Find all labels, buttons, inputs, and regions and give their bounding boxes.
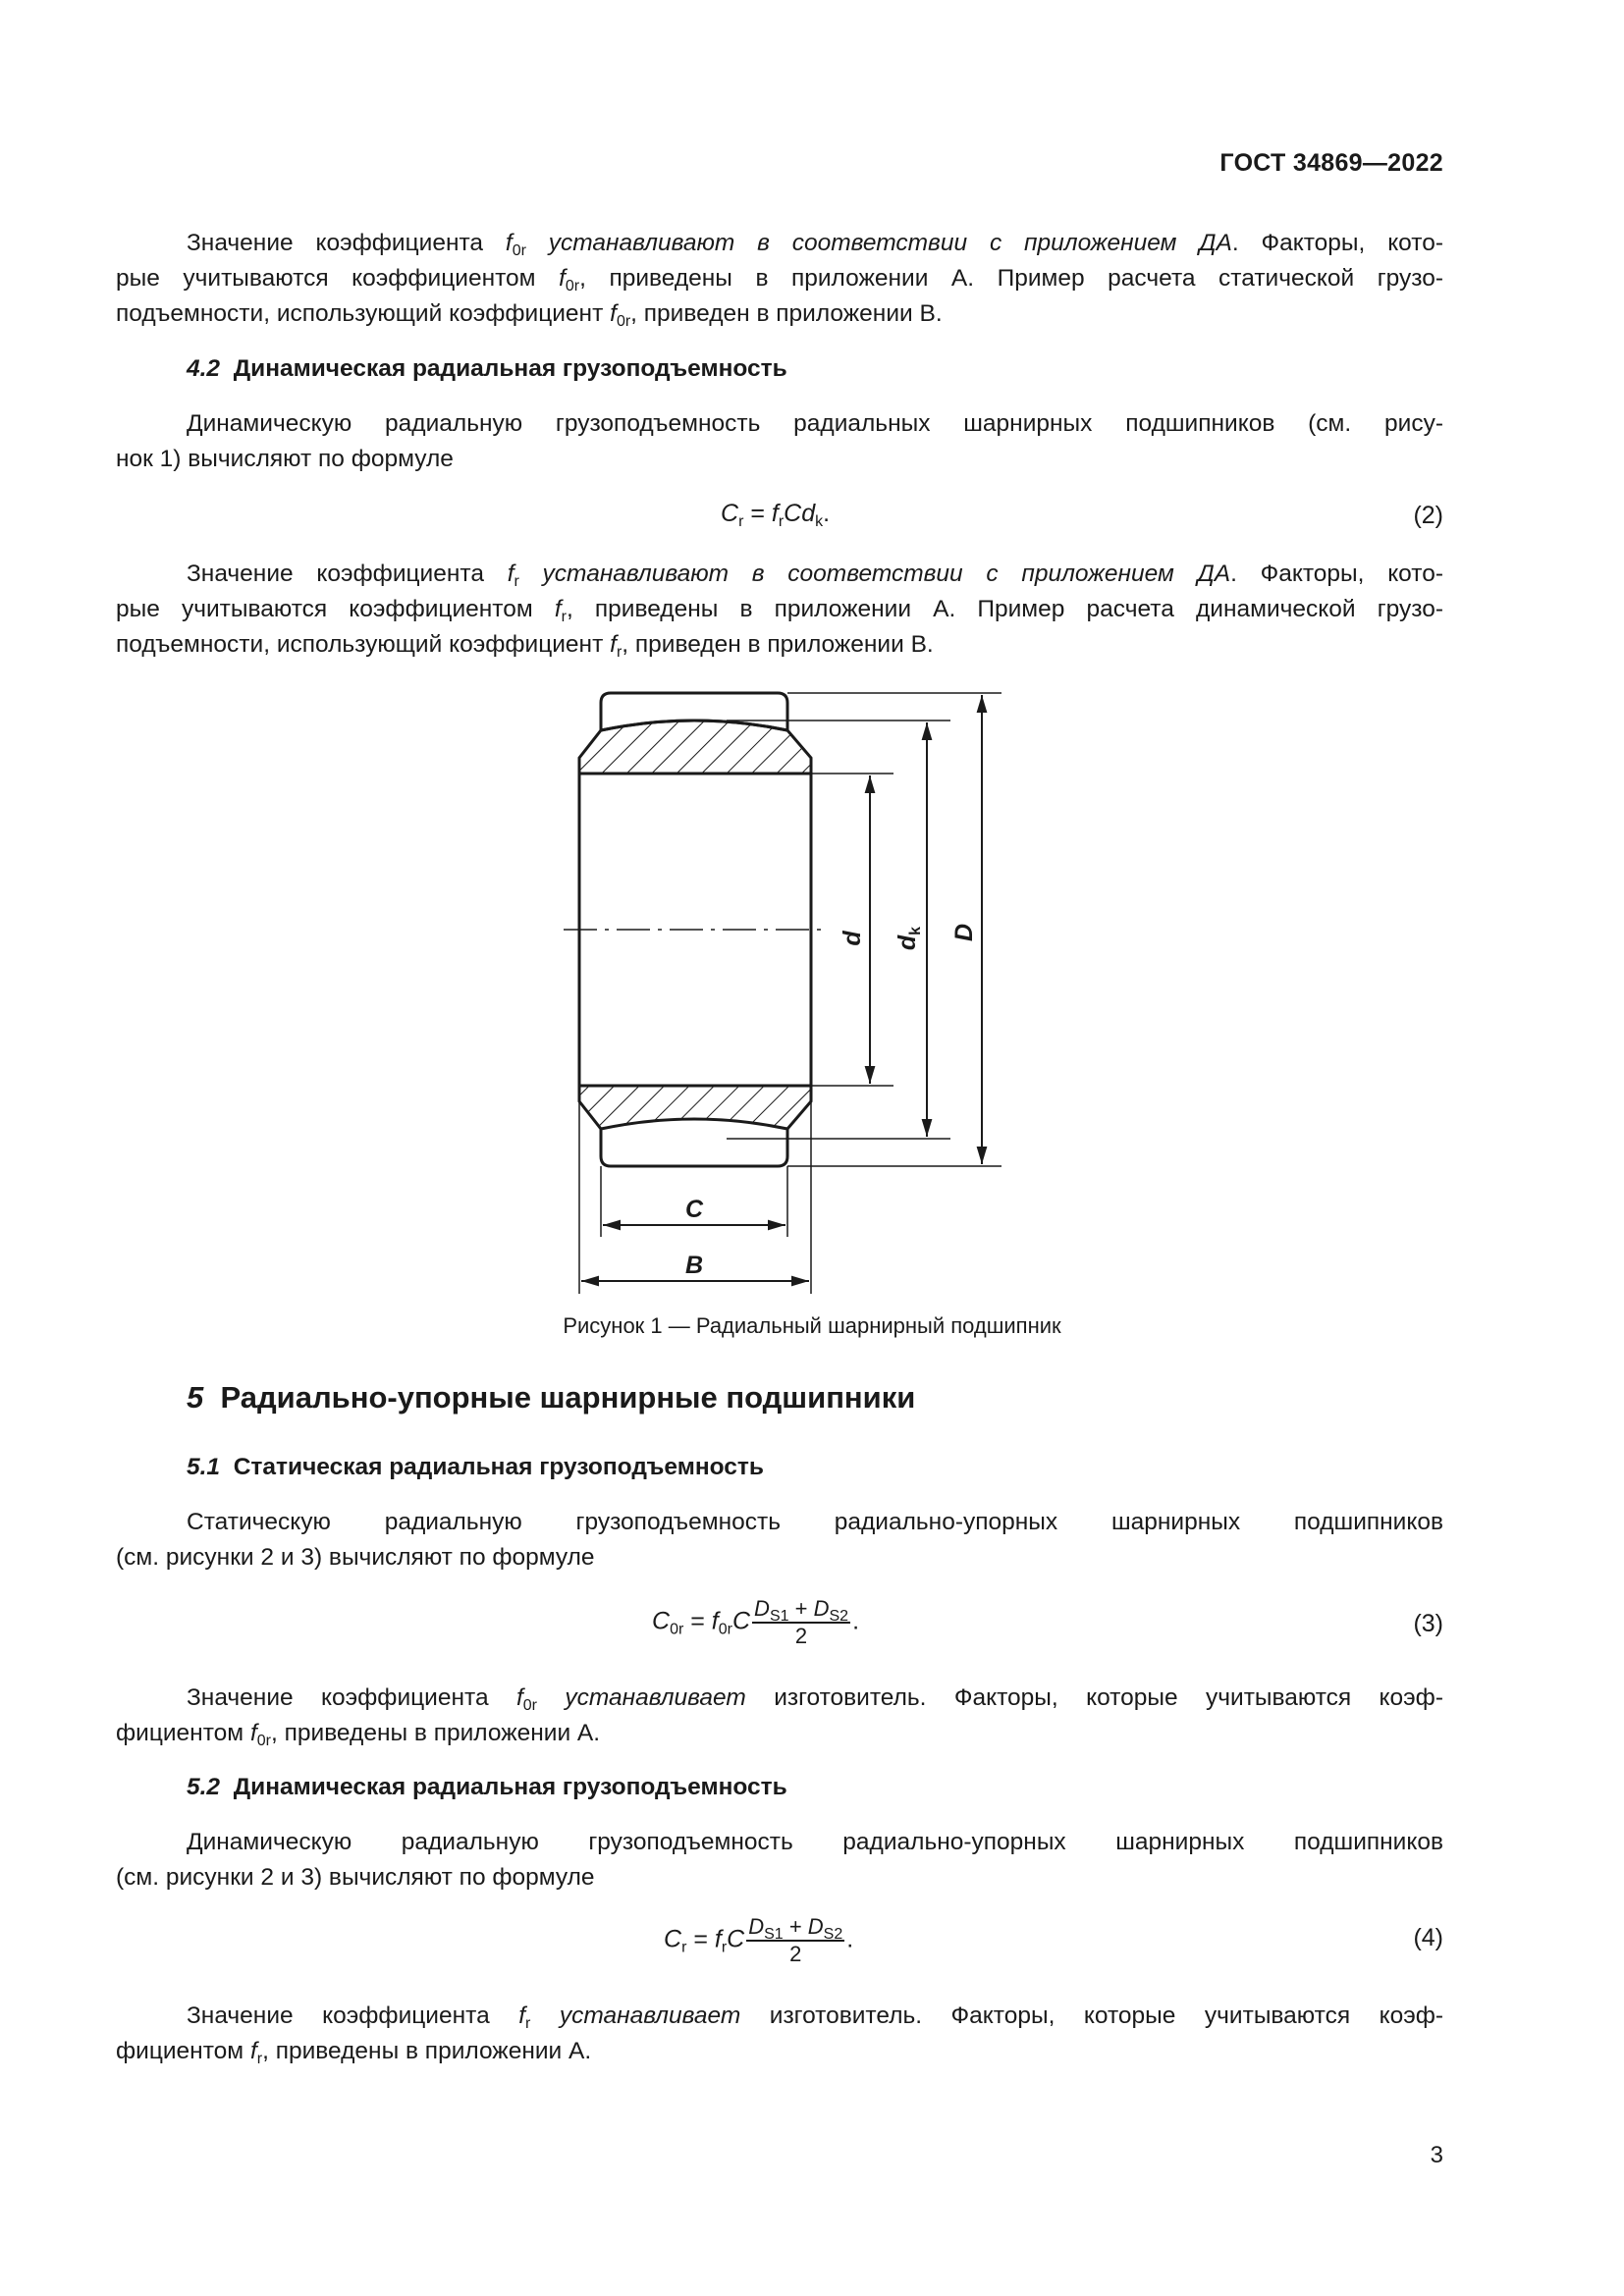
section-heading-5-2: 5.2 Динамическая радиальная грузоподъемность: [187, 1774, 787, 1800]
paragraph-fr-manufacturer: [116, 1999, 1443, 2069]
section-heading-4-2: 4.2 Динамическая радиальная грузоподъемность: [187, 355, 787, 382]
text-line: Значение коэффициента $f_{0r}$ устанавливает изготовитель. Факторы, которые учитываются коэф-: [187, 1684, 1443, 1714]
text-line: Значение коэффициента $f_r$ устанавливают в соответствии с приложением ДА. Факторы, кото-: [187, 561, 1444, 590]
paragraph-static-formula-intro: [116, 1505, 1443, 1575]
fraction: $\frac{D_{S1} + D_{S2}}{2}$: [754, 1596, 849, 1648]
text-line: рые учитываются коэффициентом $f_{0r}$, приведены в приложении А. Пример расчета статической грузо-: [116, 265, 1443, 294]
equation-number: (2): [1413, 502, 1443, 529]
text-line: нок 1) вычисляют по формуле: [116, 446, 454, 472]
formula-2: $C_r = f_rCd_k$.: [721, 500, 831, 530]
text-line: Значение коэффициента $f_{0r}$ устанавливают в соответствии с приложением ДА. Факторы, кото-: [187, 230, 1444, 259]
figure-caption: Рисунок 1 — Радиальный шарнирный подшипник: [563, 1313, 1061, 1338]
paragraph-dynamic-formula-intro: [116, 1825, 1443, 1896]
text-line: подъемности, использующий коэффициент $f_{0r}$, приведен в приложении В.: [116, 300, 943, 330]
text-line: рые учитываются коэффициентом $f_r$, приведены в приложении А. Пример расчета динамической грузо-: [116, 596, 1443, 625]
dim-label-B: B: [684, 1252, 704, 1279]
paragraph-f0r-manufacturer: [116, 1681, 1443, 1751]
dim-label-C: C: [684, 1196, 704, 1223]
section-heading-5-1: 5.1 Статическая радиальная грузоподъемность: [187, 1454, 764, 1480]
text-line: фициентом $f_{0r}$, приведены в приложении А.: [116, 1720, 601, 1749]
formula-3: $C_{0r} = f_{0r}C$ $\frac{D_{S1} + D_{S2}}{2}$ .: [652, 1596, 860, 1648]
page-number: 3: [1430, 2142, 1443, 2168]
dim-label-D: D: [950, 923, 978, 942]
dim-label-d: d: [839, 931, 866, 946]
fraction: $\frac{D_{S1} + D_{S2}}{2}$: [748, 1914, 843, 1966]
text-line: (см. рисунки 2 и 3) вычисляют по формуле: [116, 1544, 595, 1571]
document-header: ГОСТ 34869—2022: [1219, 149, 1443, 177]
text-line: (см. рисунки 2 и 3) вычисляют по формуле: [116, 1864, 595, 1891]
equation-number: (3): [1413, 1610, 1443, 1637]
text-line: Динамическую радиальную грузоподъемность радиальных шарнирных подшипников (см. рису-: [187, 410, 1443, 437]
equation-number: (4): [1413, 1924, 1443, 1951]
outer-ring-bottom: [601, 1119, 787, 1166]
inner-ring-top: [579, 721, 811, 774]
text-line: Значение коэффициента $f_r$ устанавливает изготовитель. Факторы, которые учитываются коэф-: [187, 2002, 1444, 2032]
text-line: подъемности, использующий коэффициент $f_r$, приведен в приложении В.: [116, 631, 934, 661]
formula-4: $C_r = f_rC$ $\frac{D_{S1} + D_{S2}}{2}$ .: [664, 1914, 854, 1966]
text-line: Статическую радиальную грузоподъемность радиально-упорных шарнирных подшипников: [187, 1509, 1443, 1535]
text-line: Динамическую радиальную грузоподъемность радиально-упорных шарнирных подшипников: [187, 1829, 1443, 1855]
dim-label-dk: $d_k$: [893, 926, 924, 951]
section-heading-5: 5 Радиально-упорные шарнирные подшипники: [187, 1380, 916, 1415]
text-line: фициентом $f_r$, приведены в приложении А.: [116, 2038, 592, 2067]
